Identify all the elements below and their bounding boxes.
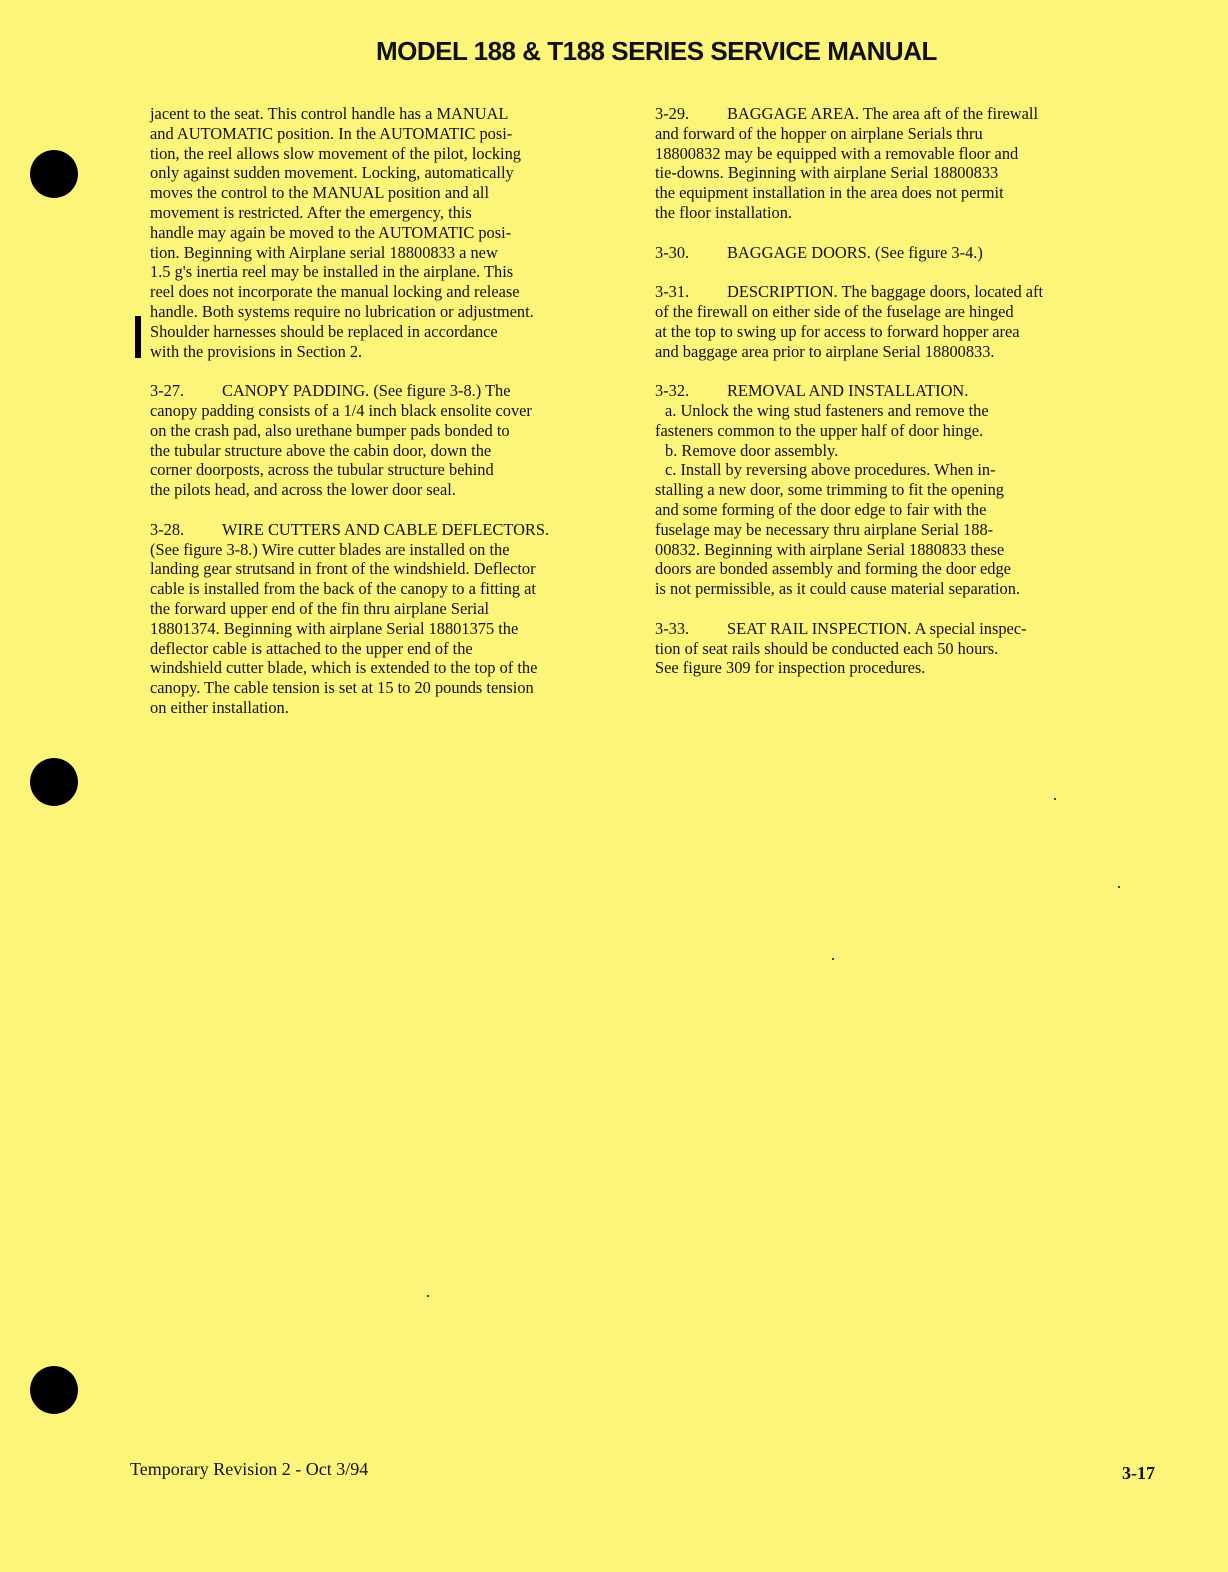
binder-hole-top xyxy=(30,150,78,198)
text-line: canopy padding consists of a 1/4 inch black ensolite cover xyxy=(150,400,532,420)
text-line: is not permissible, as it could cause material separation. xyxy=(655,579,1021,599)
scan-speck xyxy=(427,1295,429,1297)
text-line: doors are bonded assembly and forming the door edge xyxy=(655,559,1011,579)
text-line: reel does not incorporate the manual locking and release xyxy=(150,282,520,302)
text-line: windshield cutter blade, which is extended to the top of the xyxy=(150,658,538,678)
paragraph-number: 3-29. xyxy=(655,104,690,123)
paragraph-gap xyxy=(655,361,1125,381)
paragraph-gap xyxy=(655,262,1125,282)
text-line: b. Remove door assembly. xyxy=(665,440,839,460)
text-line: 3-32. REMOVAL AND INSTALLATION. xyxy=(655,381,969,401)
text-line: canopy. The cable tension is set at 15 to 20 pounds tension xyxy=(150,678,534,698)
page-header-title: MODEL 188 & T188 SERIES SERVICE MANUAL xyxy=(376,36,937,66)
text-line: the tubular structure above the cabin door, down the xyxy=(150,440,492,460)
text-line: 18800832 may be equipped with a removable floor and xyxy=(655,143,1019,163)
text-line: tion. Beginning with Airplane serial 18800833 a new xyxy=(150,242,498,262)
text-line: 00832. Beginning with airplane Serial 1880833 these xyxy=(655,539,1005,559)
text-line: tie-downs. Beginning with airplane Serial 18800833 xyxy=(655,163,999,183)
text-line: corner doorposts, across the tubular structure behind xyxy=(150,460,494,480)
text-line: fuselage may be necessary thru airplane Serial 188- xyxy=(655,519,994,539)
text-line: stalling a new door, some trimming to fit the opening xyxy=(655,480,1004,500)
text-line: deflector cable is attached to the upper end of the xyxy=(150,638,473,658)
text-line: at the top to swing up for access to forward hopper area xyxy=(655,321,1020,341)
binder-hole-bottom xyxy=(30,1366,78,1414)
scan-speck xyxy=(832,958,834,960)
text-line: handle. Both systems require no lubrication or adjustment. xyxy=(150,301,534,321)
text-line: See figure 309 for inspection procedures. xyxy=(655,658,926,678)
text-line: the pilots head, and across the lower door seal. xyxy=(150,480,456,500)
binder-hole-middle xyxy=(30,758,78,806)
text-line: the floor installation. xyxy=(655,202,793,222)
scan-speck xyxy=(1118,886,1120,888)
paragraph-number: 3-27. xyxy=(150,381,185,401)
text-line: 3-27. CANOPY PADDING. (See figure 3-8.) The xyxy=(150,381,511,401)
paragraph-number: 3-33. xyxy=(655,618,690,638)
text-line: tion of seat rails should be conducted each 50 hours. xyxy=(655,638,999,658)
text-line: c. Install by reversing above procedures. When in- xyxy=(665,460,996,480)
text-line: 1.5 g's inertia reel may be installed in the airplane. This xyxy=(150,262,514,282)
text-line: the forward upper end of the fin thru airplane Serial xyxy=(150,598,490,618)
paragraph-number: 3-30. xyxy=(655,242,690,262)
text-line: 18801374. Beginning with airplane Serial 18801375 the xyxy=(150,618,519,638)
text-line: with the provisions in Section 2. xyxy=(150,341,363,361)
text-line: landing gear strutsand in front of the windshield. Deflector xyxy=(150,559,536,579)
text-line: 3-31. DESCRIPTION. The baggage doors, located aft xyxy=(655,282,1044,302)
text-line: (See figure 3-8.) Wire cutter blades are installed on the xyxy=(150,539,510,559)
text-line: 3-28. WIRE CUTTERS AND CABLE DEFLECTORS. xyxy=(150,519,550,539)
paragraph-number: 3-31. xyxy=(655,282,690,302)
left-text-column xyxy=(150,104,642,718)
text-line: and baggage area prior to airplane Serial 18800833. xyxy=(655,341,995,361)
text-line: tion, the reel allows slow movement of the pilot, locking xyxy=(150,143,521,163)
text-line: handle may again be moved to the AUTOMATIC posi- xyxy=(150,222,512,242)
paragraph-number: 3-28. xyxy=(150,519,185,539)
text-line: on either installation. xyxy=(150,697,289,717)
paragraph-gap xyxy=(655,599,1125,619)
text-line: cable is installed from the back of the canopy to a fitting at xyxy=(150,579,536,599)
paragraph-gap xyxy=(655,223,1125,243)
text-line: jacent to the seat. This control handle has a MANUAL xyxy=(150,104,509,123)
revision-change-bar xyxy=(135,316,141,358)
revision-footer: Temporary Revision 2 - Oct 3/94 xyxy=(130,1459,369,1479)
text-line: and some forming of the door edge to fair with the xyxy=(655,499,987,519)
text-line: moves the control to the MANUAL position and all xyxy=(150,183,489,203)
text-line: and AUTOMATIC position. In the AUTOMATIC posi- xyxy=(150,123,513,143)
text-line: the equipment installation in the area does not permit xyxy=(655,183,1004,203)
text-line: on the crash pad, also urethane bumper pads bonded to xyxy=(150,420,510,440)
right-text-column xyxy=(655,104,1125,678)
paragraph-number: 3-32. xyxy=(655,381,690,401)
text-line: 3-29. BAGGAGE AREA. The area aft of the firewall xyxy=(655,104,1039,123)
paragraph-gap xyxy=(150,361,642,381)
text-line: and forward of the hopper on airplane Serials thru xyxy=(655,123,983,143)
text-line: 3-33. SEAT RAIL INSPECTION. A special inspec- xyxy=(655,618,1027,638)
text-line: 3-30. BAGGAGE DOORS. (See figure 3-4.) xyxy=(655,242,983,262)
text-line: only against sudden movement. Locking, automatically xyxy=(150,163,514,183)
text-line: a. Unlock the wing stud fasteners and remove the xyxy=(665,400,989,420)
text-line: of the firewall on either side of the fuselage are hinged xyxy=(655,301,1014,321)
page-number: 3-17 xyxy=(1122,1463,1155,1483)
scan-speck xyxy=(1054,798,1056,800)
text-line: Shoulder harnesses should be replaced in accordance xyxy=(150,321,498,341)
text-line: fasteners common to the upper half of door hinge. xyxy=(655,420,984,440)
text-line: movement is restricted. After the emergency, this xyxy=(150,202,472,222)
paragraph-gap xyxy=(150,500,642,520)
